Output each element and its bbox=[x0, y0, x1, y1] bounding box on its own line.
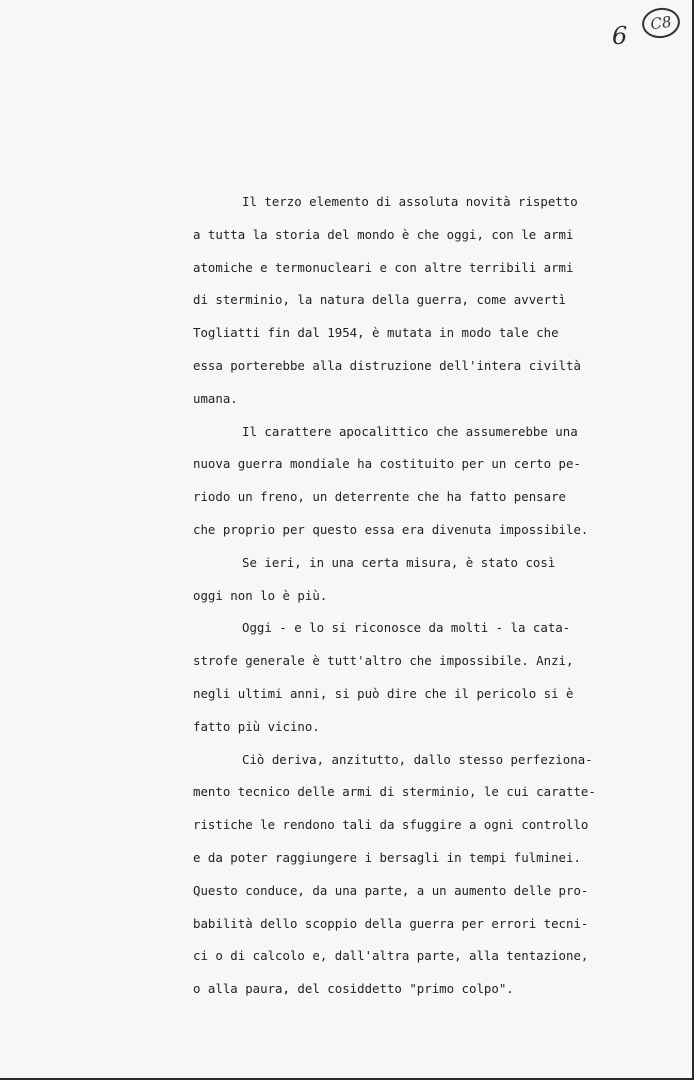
text-line: a tutta la storia del mondo è che oggi, con le armi bbox=[193, 226, 574, 242]
text-line: Se ieri, in una certa misura, è stato così bbox=[242, 554, 556, 570]
text-line: riodo un freno, un deterrente che ha fatto pensare bbox=[193, 489, 566, 505]
text-line: ci o di calcolo e, dall'altra parte, alla tentazione, bbox=[193, 948, 589, 964]
text-line: negli ultimi anni, si può dire che il pericolo si è bbox=[193, 685, 574, 701]
text-line: Togliatti fin dal 1954, è mutata in modo tale che bbox=[193, 325, 559, 341]
text-line: strofe generale è tutt'altro che impossibile. Anzi, bbox=[193, 653, 574, 669]
text-line: Oggi - e lo si riconosce da molti - la cata- bbox=[242, 620, 571, 636]
text-line: babilità dello scoppio della guerra per errori tecni- bbox=[193, 915, 589, 931]
circled-archive-number: C8 bbox=[640, 6, 682, 41]
text-line: Il carattere apocalittico che assumerebbe una bbox=[242, 423, 578, 439]
text-line: mento tecnico delle armi di sterminio, le cui caratte- bbox=[193, 784, 596, 800]
text-line: Ciò deriva, anzitutto, dallo stesso perfeziona- bbox=[242, 751, 593, 767]
handwritten-page-number: 6 bbox=[612, 22, 628, 50]
text-line: di sterminio, la natura della guerra, come avvertì bbox=[193, 292, 566, 308]
text-line: oggi non lo è più. bbox=[193, 587, 328, 603]
text-line: o alla paura, del cosiddetto "primo colpo". bbox=[193, 981, 514, 997]
text-line: Il terzo elemento di assoluta novità rispetto bbox=[242, 194, 578, 209]
text-line: Questo conduce, da una parte, a un aumento delle pro- bbox=[193, 882, 589, 898]
text-line: e da poter raggiungere i bersagli in tempi fulminei. bbox=[193, 849, 581, 865]
text-line: nuova guerra mondiale ha costituito per un certo pe- bbox=[193, 456, 581, 472]
text-line: che proprio per questo essa era divenuta impossibile. bbox=[193, 521, 589, 537]
typewritten-text bbox=[193, 186, 596, 1006]
text-line: fatto più vicino. bbox=[193, 718, 320, 734]
text-line: ristiche le rendono tali da sfuggire a ogni controllo bbox=[193, 817, 589, 833]
text-line: essa porterebbe alla distruzione dell'intera civiltà bbox=[193, 357, 581, 373]
text-line: atomiche e termonucleari e con altre terribili armi bbox=[193, 259, 574, 275]
text-line: umana. bbox=[193, 390, 238, 406]
